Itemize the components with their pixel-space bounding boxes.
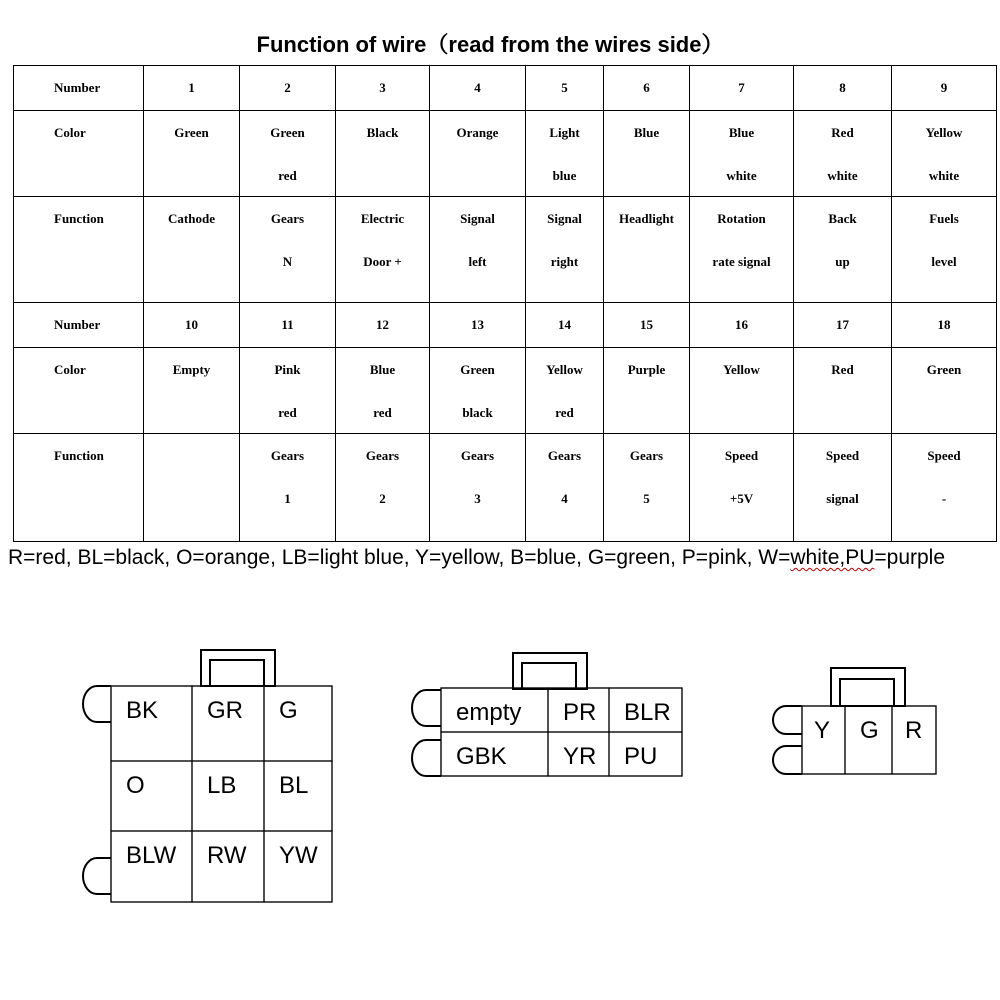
table-cell (690, 66, 794, 111)
table-cell (240, 303, 336, 348)
table-cell (794, 111, 892, 197)
table-cell (690, 434, 794, 542)
table-cell (892, 303, 997, 348)
locking-ear (83, 686, 111, 722)
table-cell (240, 434, 336, 542)
locking-ear (412, 690, 441, 726)
table-cell (892, 197, 997, 303)
wire-color-text: Pink (274, 362, 301, 377)
wire-function-text: 5 (643, 491, 650, 506)
table-cell (144, 111, 240, 197)
wire-color-text (604, 166, 689, 186)
pin-label: LB (207, 772, 237, 799)
table-cell (794, 348, 892, 434)
pin-label: O (126, 772, 145, 799)
pin-number: 18 (937, 317, 951, 332)
wire-color-text: white (726, 168, 757, 183)
row-label-text: Number (54, 317, 101, 332)
pin-number: 2 (284, 80, 291, 95)
row-label (14, 111, 144, 197)
table-cell (604, 303, 690, 348)
wire-color-text: Yellow (925, 125, 963, 140)
wire-function-text: right (550, 254, 579, 269)
wire-color-text: Red (831, 125, 854, 140)
connector-6-pin (412, 653, 682, 776)
legend-text-end: =purple (874, 546, 946, 569)
table-cell (892, 111, 997, 197)
wire-color-text: red (278, 405, 297, 420)
wire-function-text: Rotation (717, 211, 766, 226)
row-label (14, 66, 144, 111)
table-cell (526, 303, 604, 348)
wire-color-text: red (278, 168, 297, 183)
table-row-number (14, 66, 997, 111)
wire-function-text: +5V (729, 491, 754, 506)
pin-label: BL (279, 772, 309, 799)
pin-label: empty (456, 699, 522, 726)
wire-function-text: Speed (724, 448, 759, 463)
pin-number: 6 (643, 80, 650, 95)
wire-function-text: 3 (474, 491, 481, 506)
wire-color-text: Green (270, 125, 305, 140)
wire-function-text: 2 (379, 491, 386, 506)
row-label-text: Function (54, 211, 104, 226)
wire-color-text: Green (174, 125, 209, 140)
wire-function-table (13, 65, 997, 542)
wire-function-text: Signal (460, 211, 495, 226)
table-cell (526, 348, 604, 434)
wire-function-text: Door + (363, 254, 402, 269)
pin-label: G (279, 697, 298, 724)
table-cell (690, 303, 794, 348)
latch-tab-inner (840, 679, 894, 706)
table-cell (690, 197, 794, 303)
wire-function-text: signal (826, 491, 859, 506)
table-cell (144, 348, 240, 434)
legend-text: R=red, BL=black, O=orange, LB=light blue, Y=yellow, B=blue, G=green, P=pink, W= (8, 546, 791, 569)
latch-tab-inner (522, 663, 576, 689)
pin-label: PR (563, 699, 597, 726)
wire-function-text: left (468, 254, 487, 269)
wire-function-text (144, 252, 239, 272)
wire-function-text: Headlight (619, 211, 674, 226)
pin-number: 3 (379, 80, 386, 95)
table-row-function (14, 197, 997, 303)
table-cell (336, 348, 430, 434)
wire-function-text (144, 446, 239, 466)
table-cell (144, 66, 240, 111)
table-cell (144, 303, 240, 348)
pin-number: 9 (940, 80, 948, 95)
wire-color-text: Blue (633, 125, 660, 140)
wire-color-text: white (827, 168, 858, 183)
wire-color-text: Blue (369, 362, 396, 377)
table-cell (604, 434, 690, 542)
table-cell (690, 348, 794, 434)
pin-label: Y (814, 717, 831, 744)
wire-function-text: up (835, 254, 850, 269)
wire-function-text: Gears (460, 448, 495, 463)
pin-number: 10 (185, 317, 198, 332)
wire-function-text: Fuels (929, 211, 959, 226)
connector-9-pin (83, 650, 332, 902)
table-cell (794, 303, 892, 348)
wire-color-text: Yellow (723, 362, 760, 377)
row-label (14, 197, 144, 303)
wire-function-text: Speed (927, 448, 961, 463)
pin-number: 7 (738, 80, 745, 95)
table-row-color (14, 111, 997, 197)
wire-color-text: Green (926, 362, 962, 377)
wire-color-text (604, 403, 689, 423)
locking-ear (83, 858, 111, 894)
table-cell (526, 197, 604, 303)
wire-color-text: Light (549, 125, 580, 140)
wire-function-text: N (282, 254, 293, 269)
table-cell (526, 111, 604, 197)
page-title: Function of wire（read from the wires side） (256, 32, 724, 57)
table-row-function (14, 434, 997, 542)
row-label-text: Number (54, 80, 101, 95)
wire-function-text: Gears (270, 211, 305, 226)
table-cell (240, 111, 336, 197)
wire-color-text: Black (366, 125, 399, 140)
wire-function-text: Gears (547, 448, 582, 463)
table-cell (336, 66, 430, 111)
pin-label: YR (563, 743, 597, 770)
color-legend (8, 546, 945, 570)
table-cell (604, 111, 690, 197)
wire-color-text: blue (552, 168, 577, 183)
wire-color-text: black (462, 405, 493, 420)
wire-function-text: Speed (825, 448, 860, 463)
table-cell (690, 111, 794, 197)
wire-function-text (144, 489, 239, 509)
table-cell (336, 197, 430, 303)
locking-ear (412, 740, 441, 776)
wire-color-text (144, 403, 239, 423)
pin-label: G (860, 717, 879, 744)
wire-color-text (892, 403, 996, 423)
table-cell (794, 66, 892, 111)
legend-spellcheck-text: white,PU (790, 546, 875, 569)
pin-label: GR (207, 697, 243, 724)
table-cell (336, 303, 430, 348)
wire-color-text: Empty (172, 362, 211, 377)
wire-function-text: rate signal (712, 254, 771, 269)
table-cell (794, 197, 892, 303)
wire-function-text: Gears (365, 448, 400, 463)
row-label-text: Color (54, 125, 86, 140)
locking-ear (773, 746, 802, 774)
pin-number: 14 (558, 317, 571, 332)
table-cell (430, 303, 526, 348)
table-cell (430, 348, 526, 434)
pin-number: 12 (376, 317, 389, 332)
row-label-text: Function (54, 448, 104, 463)
table-cell (892, 434, 997, 542)
wire-color-text (430, 166, 525, 186)
pin-number: 15 (640, 317, 653, 332)
table-cell (604, 348, 690, 434)
table-cell (430, 66, 526, 111)
wire-function-text: 4 (561, 491, 568, 506)
table-cell (144, 434, 240, 542)
wire-color-text (794, 403, 891, 423)
pin-number: 13 (471, 317, 484, 332)
pin-number: 5 (561, 80, 568, 95)
wire-function-text: Back (828, 211, 857, 226)
table-cell (240, 197, 336, 303)
pin-label: GBK (456, 743, 507, 770)
table-cell (794, 434, 892, 542)
pin-number: 8 (839, 80, 846, 95)
pin-number: 1 (188, 80, 195, 95)
table-cell (430, 111, 526, 197)
table-cell (240, 66, 336, 111)
wire-color-text: Red (831, 362, 854, 377)
wire-function-text: level (931, 254, 957, 269)
wire-color-text: Orange (456, 125, 499, 140)
pin-cell (111, 761, 192, 831)
table-cell (604, 197, 690, 303)
wire-function-text: - (941, 491, 947, 506)
wire-color-text: Blue (728, 125, 755, 140)
table-cell (604, 66, 690, 111)
table-cell (892, 66, 997, 111)
locking-ear (773, 706, 802, 734)
wire-function-text: 1 (284, 491, 291, 506)
pin-label: BK (126, 697, 159, 724)
table-cell (336, 434, 430, 542)
wire-function-text: Gears (629, 448, 664, 463)
pin-number: 17 (836, 317, 849, 332)
pin-number: 16 (735, 317, 748, 332)
wire-color-text: red (555, 405, 574, 420)
row-label (14, 348, 144, 434)
table-cell (336, 111, 430, 197)
row-label (14, 434, 144, 542)
wire-color-text: Green (460, 362, 495, 377)
row-label-text: Color (54, 362, 86, 377)
wire-function-text: Cathode (168, 211, 215, 226)
wire-color-text: Yellow (546, 362, 583, 377)
table-row-color (14, 348, 997, 434)
pin-number: 11 (281, 317, 294, 332)
pin-label: PU (624, 743, 658, 770)
wire-function-text: Electric (360, 211, 405, 226)
latch-tab-inner (210, 660, 264, 686)
pin-label: R (905, 717, 923, 744)
wire-color-text (144, 166, 239, 186)
pin-label: RW (207, 842, 247, 869)
pin-label: BLR (624, 699, 671, 726)
table-cell (526, 434, 604, 542)
pin-number: 4 (474, 80, 481, 95)
connector-diagrams (0, 600, 1000, 920)
wire-function-text: Signal (547, 211, 582, 226)
table-cell (430, 434, 526, 542)
wire-color-text: Purple (627, 362, 666, 377)
wire-color-text: white (928, 168, 960, 183)
wire-color-text (690, 403, 793, 423)
wire-color-text (336, 166, 429, 186)
pin-label: BLW (126, 842, 177, 869)
table-row-number (14, 303, 997, 348)
wire-function-text (604, 252, 689, 272)
table-cell (526, 66, 604, 111)
table-cell (240, 348, 336, 434)
table-cell (144, 197, 240, 303)
wire-color-text: red (373, 405, 392, 420)
connector-3-pin (773, 668, 936, 774)
pin-cell (264, 686, 332, 761)
row-label (14, 303, 144, 348)
wire-function-text: Gears (270, 448, 305, 463)
pin-label: YW (279, 842, 318, 869)
table-cell (430, 197, 526, 303)
table-cell (892, 348, 997, 434)
